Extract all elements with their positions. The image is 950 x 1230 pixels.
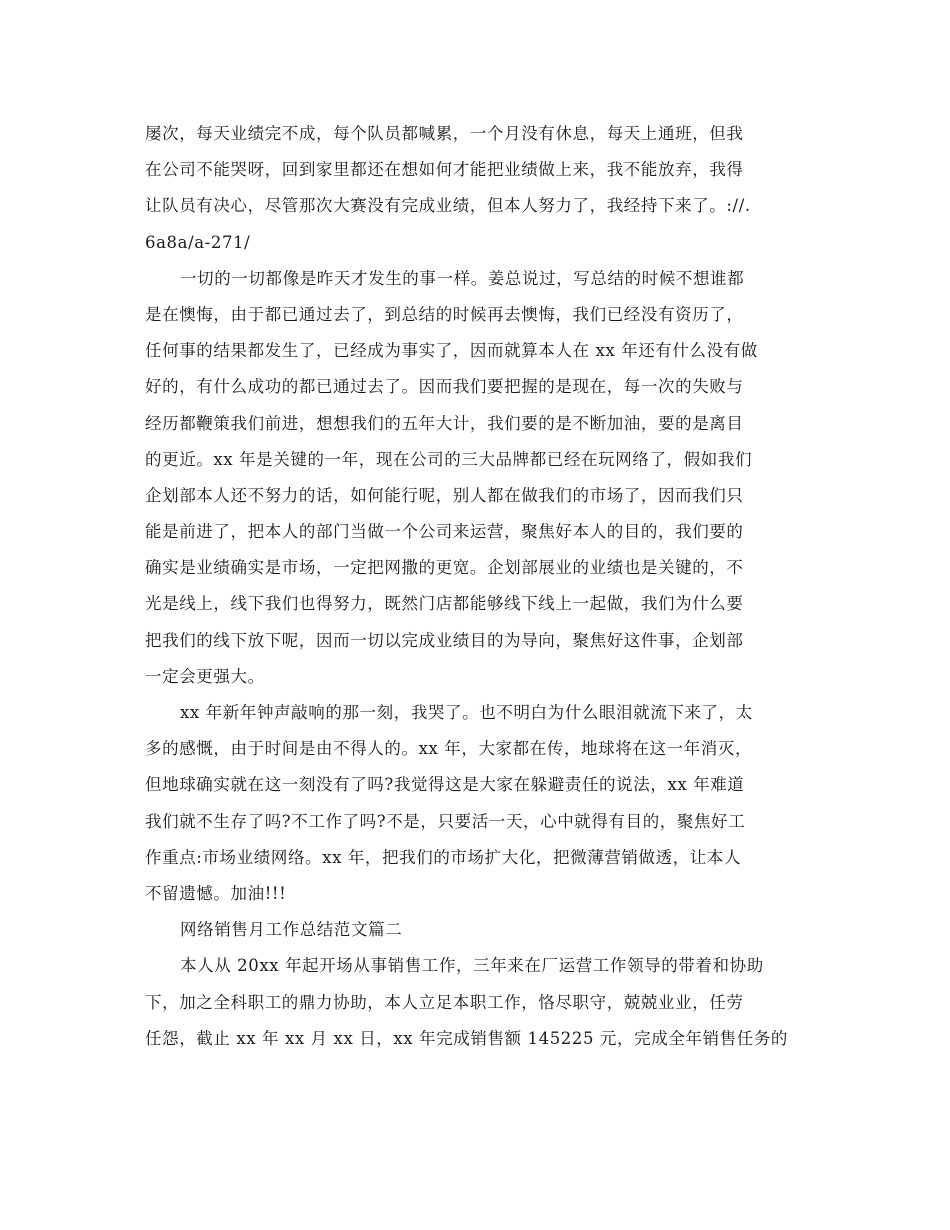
text-line: 经历都鞭策我们前进，想想我们的五年大计，我们要的是不断加油，要的是离目 [145,413,744,433]
text-line: 但地球确实就在这一刻没有了吗?我觉得这是大家在躲避责任的说法，xx 年难道 [145,775,745,795]
text-line: 确实是业绩确实是市场，一定把网撒的更宽。企划部展业的业绩也是关键的，不 [145,558,744,578]
text-line: 多的感慨，由于时间是由不得人的。xx 年，大家都在传，地球将在这一年消灭， [145,739,753,759]
text-line: 任何事的结果都发生了，已经成为事实了，因而就算本人在 xx 年还有什么没有做 [145,341,758,361]
text-line: 我们就不生存了吗?不工作了吗?不是，只要活一天，心中就得有目的，聚焦好工 [145,811,746,831]
text-line: 企划部本人还不努力的话，如何能行呢，别人都在做我们的市场了，因而我们只 [145,485,744,505]
text-line: 本人从 20xx 年起开场从事销售工作，三年来在厂运营工作领导的带着和协助 [180,956,764,976]
text-line: 好的，有什么成功的都已通过去了。因而我们要把握的是现在，每一次的失败与 [145,377,744,397]
text-line: 不留遗憾。加油!!! [145,883,287,903]
text-line: 一切的一切都像是昨天才发生的事一样。姜总说过，写总结的时候不想谁都 [180,268,745,288]
text-line: 能是前进了，把本人的部门当做一个公司来运营，聚焦好本人的目的，我们要的 [145,522,744,542]
text-line: 6a8a/a-271/ [145,232,251,252]
text-line: 的更近。xx 年是关键的一年，现在公司的三大品牌都已经在玩网络了，假如我们 [145,449,753,469]
text-line: xx 年新年钟声敲响的那一刻，我哭了。也不明白为什么眼泪就流下来了，太 [180,703,753,722]
text-line: 在公司不能哭呀，回到家里都还在想如何才能把业绩做上来，我不能放弃，我得 [145,160,744,180]
text-line: 屡次，每天业绩完不成，每个队员都喊累，一个月没有休息，每天上通班，但我 [145,124,744,143]
text-line: 是在懊悔，由于都已通过去了，到总结的时候再去懊悔，我们已经没有资历了， [145,304,744,324]
text-line: 网络销售月工作总结范文篇二 [180,920,403,940]
text-line: 下，加之全科职工的鼎力协助，本人立足本职工作，恪尽职守，兢兢业业，任劳 [145,992,744,1012]
text-line: 一定会更强大。 [145,666,265,686]
text-line: 把我们的线下放下呢，因而一切以完成业绩目的为导向，聚焦好这件事，企划部 [145,630,744,650]
document-body [145,116,805,1057]
text-line: 作重点:市场业绩网络。xx 年，把我们的市场扩大化，把微薄营销做透，让本人 [145,847,742,867]
text-line: 任怨，截止 xx 年 xx 月 xx 日，xx 年完成销售额 145225 元，完成全年销售任务的 [145,1028,789,1048]
text-line: 让队员有决心，尽管那次大赛没有完成业绩，但本人努力了，我经持下来了。://. [145,196,751,216]
text-line: 光是线上，线下我们也得努力，既然门店都能够线下线上一起做，我们为什么要 [145,594,744,614]
